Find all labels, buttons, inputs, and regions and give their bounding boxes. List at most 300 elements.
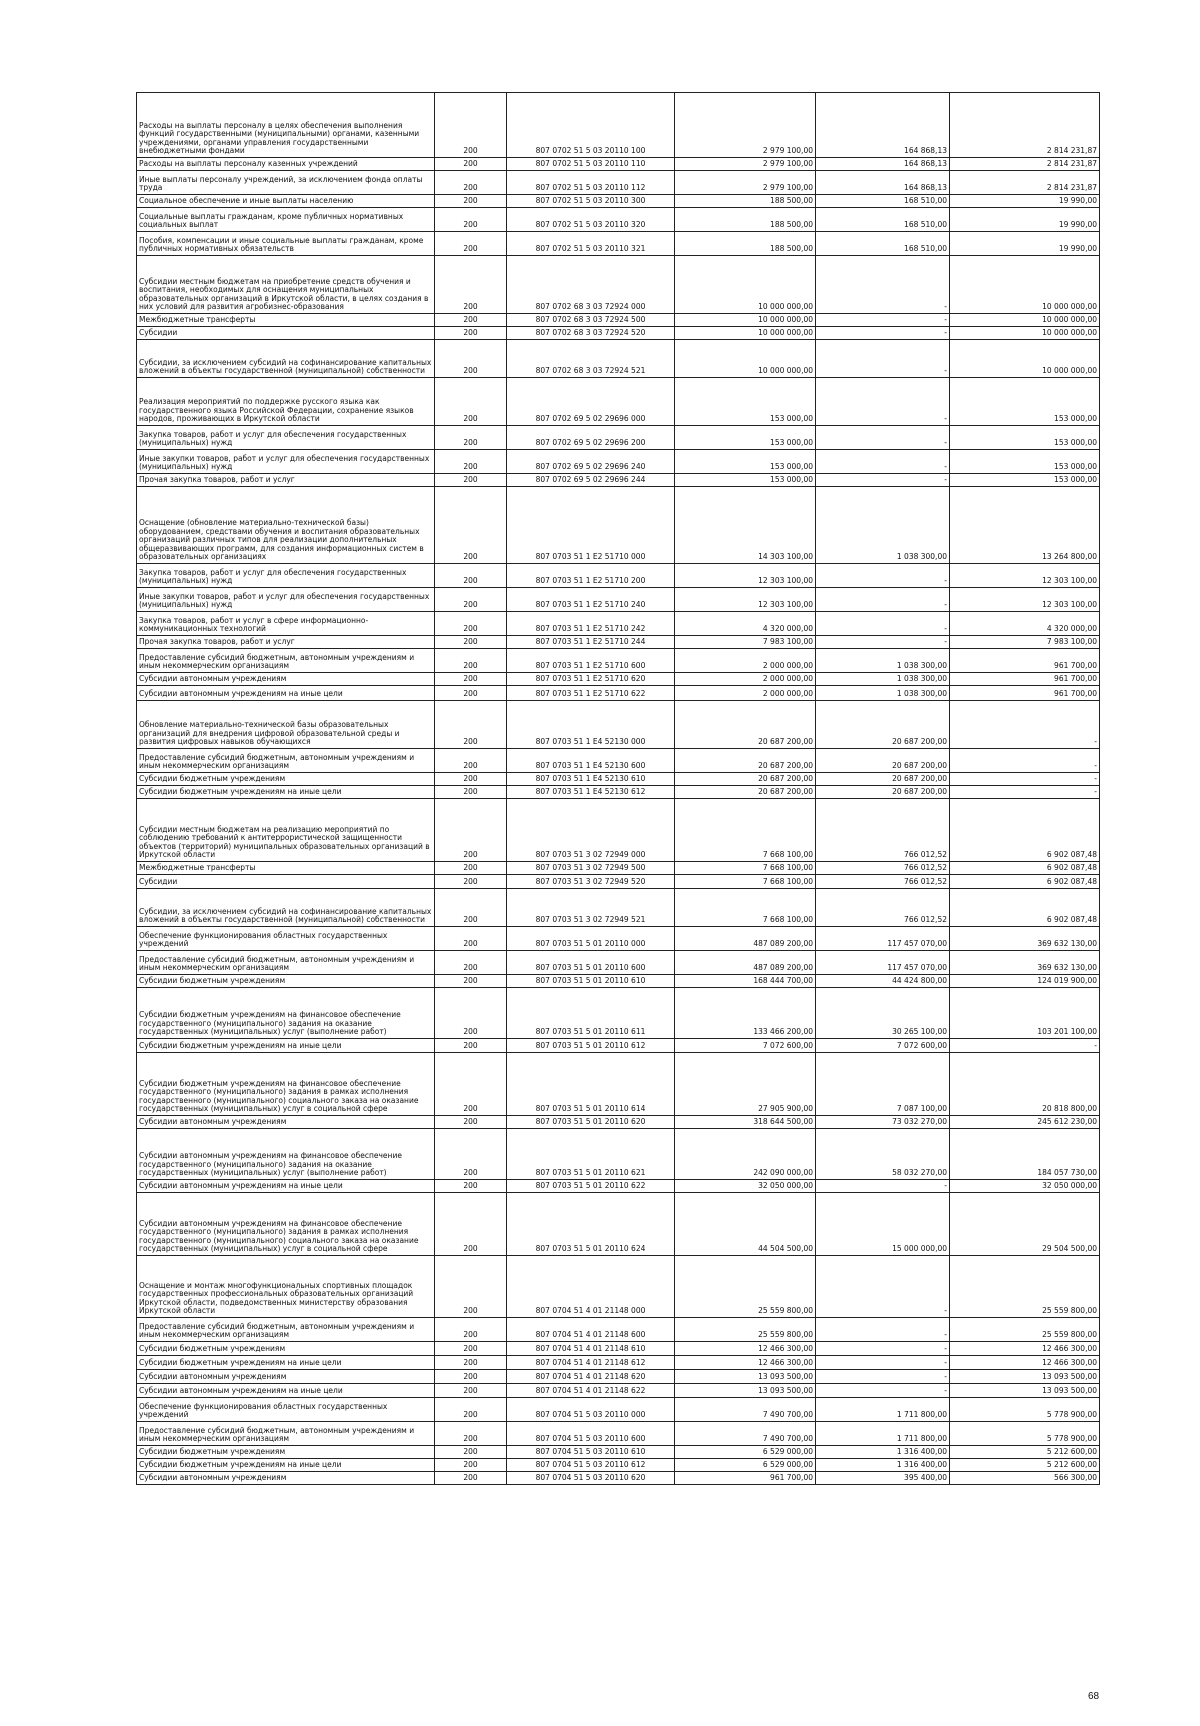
row-executed-cell: 168 510,00	[816, 208, 950, 232]
row-code-cell: 200	[435, 927, 507, 951]
row-remaining-cell: -	[950, 786, 1100, 799]
row-code-cell: 200	[435, 450, 507, 474]
row-remaining-cell: 19 990,00	[950, 195, 1100, 208]
row-name-cell: Субсидии бюджетным учреждениям	[137, 1342, 435, 1356]
row-kbk-cell: 807 0702 51 5 03 20110 300	[507, 195, 675, 208]
row-remaining-cell: 25 559 800,00	[950, 1256, 1100, 1318]
row-approved-cell: 2 000 000,00	[675, 686, 816, 701]
row-executed-cell: 395 400,00	[816, 1472, 950, 1485]
row-code-cell: 200	[435, 1039, 507, 1053]
row-executed-cell: -	[816, 1356, 950, 1370]
row-remaining-cell: 10 000 000,00	[950, 314, 1100, 327]
row-remaining-cell: 961 700,00	[950, 649, 1100, 673]
row-name-cell: Межбюджетные трансферты	[137, 862, 435, 875]
row-remaining-cell: 12 466 300,00	[950, 1342, 1100, 1356]
row-kbk-cell: 807 0703 51 1 E2 51710 242	[507, 612, 675, 636]
row-executed-cell: 15 000 000,00	[816, 1193, 950, 1256]
table-row	[137, 975, 1100, 988]
table-row	[137, 1342, 1100, 1356]
row-approved-cell: 2 979 100,00	[675, 171, 816, 195]
row-remaining-cell: 6 902 087,48	[950, 889, 1100, 927]
row-remaining-cell: 2 814 231,87	[950, 171, 1100, 195]
row-remaining-cell: 25 559 800,00	[950, 1318, 1100, 1342]
row-kbk-cell: 807 0704 51 4 01 21148 612	[507, 1356, 675, 1370]
row-remaining-cell: 124 019 900,00	[950, 975, 1100, 988]
row-approved-cell: 133 466 200,00	[675, 988, 816, 1039]
row-code-cell: 200	[435, 773, 507, 786]
row-name-cell: Субсидии, за исключением субсидий на софинансирование капитальных вложений в объекты государственной (муниципальной) собственности	[137, 889, 435, 927]
row-executed-cell: 117 457 070,00	[816, 951, 950, 975]
row-code-cell: 200	[435, 1370, 507, 1384]
row-kbk-cell: 807 0704 51 4 01 21148 610	[507, 1342, 675, 1356]
row-remaining-cell: 184 057 730,00	[950, 1129, 1100, 1180]
row-name-cell: Субсидии бюджетным учреждениям	[137, 1446, 435, 1459]
row-remaining-cell: 961 700,00	[950, 686, 1100, 701]
row-code-cell: 200	[435, 474, 507, 487]
table-row	[137, 1356, 1100, 1370]
row-approved-cell: 7 072 600,00	[675, 1039, 816, 1053]
row-name-cell: Субсидии бюджетным учреждениям на иные цели	[137, 1459, 435, 1472]
row-approved-cell: 2 000 000,00	[675, 673, 816, 686]
row-name-cell: Субсидии, за исключением субсидий на софинансирование капитальных вложений в объекты государственной (муниципальной) собственности	[137, 340, 435, 378]
row-executed-cell: 20 687 200,00	[816, 773, 950, 786]
row-executed-cell: 1 038 300,00	[816, 673, 950, 686]
row-name-cell: Оснащение (обновление материально-технической базы) оборудованием, средствами обучения и воспитания образовательных организаций различных типов для реализации дополнительных общеразвивающих программ, для создания информационных систем в образовательных организациях	[137, 487, 435, 564]
row-kbk-cell: 807 0703 51 1 E2 51710 622	[507, 686, 675, 701]
table-row	[137, 1370, 1100, 1384]
row-name-cell: Субсидии автономным учреждениям на финансовое обеспечение государственного (муниципального) задания на оказание государственных (муниципальных) услуг (выполнение работ)	[137, 1129, 435, 1180]
row-kbk-cell: 807 0702 51 5 03 20110 110	[507, 158, 675, 171]
row-approved-cell: 2 000 000,00	[675, 649, 816, 673]
table-row	[137, 701, 1100, 749]
row-code-cell: 200	[435, 171, 507, 195]
row-remaining-cell: 369 632 130,00	[950, 951, 1100, 975]
row-kbk-cell: 807 0702 51 5 03 20110 100	[507, 93, 675, 158]
row-executed-cell: 7 072 600,00	[816, 1039, 950, 1053]
row-remaining-cell: 6 902 087,48	[950, 875, 1100, 889]
row-approved-cell: 153 000,00	[675, 378, 816, 426]
table-row	[137, 773, 1100, 786]
row-name-cell: Предоставление субсидий бюджетным, автономным учреждениям и иным некоммерческим организациям	[137, 1318, 435, 1342]
row-code-cell: 200	[435, 862, 507, 875]
table-row	[137, 378, 1100, 426]
row-kbk-cell: 807 0703 51 5 01 20110 620	[507, 1116, 675, 1129]
row-kbk-cell: 807 0702 69 5 02 29696 000	[507, 378, 675, 426]
row-remaining-cell: 12 303 100,00	[950, 588, 1100, 612]
row-executed-cell: -	[816, 378, 950, 426]
row-code-cell: 200	[435, 889, 507, 927]
row-approved-cell: 13 093 500,00	[675, 1370, 816, 1384]
row-code-cell: 200	[435, 612, 507, 636]
row-code-cell: 200	[435, 314, 507, 327]
row-kbk-cell: 807 0704 51 5 03 20110 612	[507, 1459, 675, 1472]
row-executed-cell: 58 032 270,00	[816, 1129, 950, 1180]
row-remaining-cell: 245 612 230,00	[950, 1116, 1100, 1129]
row-approved-cell: 7 668 100,00	[675, 862, 816, 875]
row-code-cell: 200	[435, 340, 507, 378]
row-executed-cell: 1 038 300,00	[816, 487, 950, 564]
row-approved-cell: 20 687 200,00	[675, 786, 816, 799]
row-executed-cell: 1 711 800,00	[816, 1398, 950, 1422]
row-remaining-cell: 566 300,00	[950, 1472, 1100, 1485]
row-kbk-cell: 807 0702 51 5 03 20110 321	[507, 232, 675, 256]
table-row	[137, 1446, 1100, 1459]
row-name-cell: Оснащение и монтаж многофункциональных спортивных площадок государственных профессиональных образовательных организаций Иркутской области, подведомственных министерству образования Иркутской области	[137, 1256, 435, 1318]
row-remaining-cell: 12 466 300,00	[950, 1356, 1100, 1370]
row-kbk-cell: 807 0704 51 4 01 21148 000	[507, 1256, 675, 1318]
row-code-cell: 200	[435, 875, 507, 889]
row-remaining-cell: 19 990,00	[950, 208, 1100, 232]
row-executed-cell: 766 012,52	[816, 875, 950, 889]
row-remaining-cell: 2 814 231,87	[950, 158, 1100, 171]
row-code-cell: 200	[435, 1342, 507, 1356]
row-executed-cell: 766 012,52	[816, 889, 950, 927]
row-executed-cell: 164 868,13	[816, 93, 950, 158]
table-row	[137, 636, 1100, 649]
row-code-cell: 200	[435, 588, 507, 612]
row-kbk-cell: 807 0703 51 1 E4 52130 610	[507, 773, 675, 786]
row-name-cell: Предоставление субсидий бюджетным, автономным учреждениям и иным некоммерческим организациям	[137, 749, 435, 773]
table-row	[137, 474, 1100, 487]
row-code-cell: 200	[435, 208, 507, 232]
row-remaining-cell: 12 303 100,00	[950, 564, 1100, 588]
table-row	[137, 927, 1100, 951]
row-name-cell: Расходы на выплаты персоналу в целях обеспечения выполнения функций государственными (муниципальными) органами, казенными учреждениями, органами управления государственными внебюджетными фондами	[137, 93, 435, 158]
row-name-cell: Расходы на выплаты персоналу казенных учреждений	[137, 158, 435, 171]
row-remaining-cell: 6 902 087,48	[950, 799, 1100, 862]
row-approved-cell: 168 444 700,00	[675, 975, 816, 988]
row-kbk-cell: 807 0704 51 4 01 21148 620	[507, 1370, 675, 1384]
row-kbk-cell: 807 0703 51 5 01 20110 610	[507, 975, 675, 988]
row-executed-cell: 20 687 200,00	[816, 786, 950, 799]
row-kbk-cell: 807 0703 51 1 E2 51710 000	[507, 487, 675, 564]
row-code-cell: 200	[435, 487, 507, 564]
row-code-cell: 200	[435, 232, 507, 256]
row-approved-cell: 7 490 700,00	[675, 1422, 816, 1446]
row-approved-cell: 20 687 200,00	[675, 773, 816, 786]
row-code-cell: 200	[435, 799, 507, 862]
row-code-cell: 200	[435, 975, 507, 988]
row-remaining-cell: -	[950, 749, 1100, 773]
row-name-cell: Реализация мероприятий по поддержке русского языка как государственного языка Российской Федерации, сохранение языков народов, проживающих в Иркутской области	[137, 378, 435, 426]
row-kbk-cell: 807 0703 51 1 E2 51710 620	[507, 673, 675, 686]
row-kbk-cell: 807 0703 51 5 01 20110 612	[507, 1039, 675, 1053]
table-row	[137, 327, 1100, 340]
row-code-cell: 200	[435, 1384, 507, 1398]
row-name-cell: Субсидии автономным учреждениям	[137, 1116, 435, 1129]
table-row	[137, 1398, 1100, 1422]
row-approved-cell: 10 000 000,00	[675, 314, 816, 327]
row-name-cell: Прочая закупка товаров, работ и услуг	[137, 474, 435, 487]
row-remaining-cell: 10 000 000,00	[950, 327, 1100, 340]
row-name-cell: Иные выплаты персоналу учреждений, за исключением фонда оплаты труда	[137, 171, 435, 195]
row-name-cell: Субсидии бюджетным учреждениям на финансовое обеспечение государственного (муниципального) задания на оказание государственных (муниципальных) услуг (выполнение работ)	[137, 988, 435, 1039]
row-name-cell: Субсидии местным бюджетам на реализацию мероприятий по соблюдению требований к антитеррористической защищенности объектов (территорий) муниципальных образовательных организаций в Иркутской области	[137, 799, 435, 862]
row-code-cell: 200	[435, 1318, 507, 1342]
row-kbk-cell: 807 0704 51 4 01 21148 622	[507, 1384, 675, 1398]
table-row	[137, 1053, 1100, 1116]
row-code-cell: 200	[435, 256, 507, 314]
row-name-cell: Пособия, компенсации и иные социальные выплаты гражданам, кроме публичных нормативных обязательств	[137, 232, 435, 256]
row-approved-cell: 153 000,00	[675, 426, 816, 450]
row-kbk-cell: 807 0703 51 1 E4 52130 612	[507, 786, 675, 799]
row-kbk-cell: 807 0704 51 4 01 21148 600	[507, 1318, 675, 1342]
row-kbk-cell: 807 0702 69 5 02 29696 200	[507, 426, 675, 450]
row-executed-cell: 168 510,00	[816, 195, 950, 208]
table-row	[137, 988, 1100, 1039]
row-executed-cell: -	[816, 327, 950, 340]
row-remaining-cell: -	[950, 701, 1100, 749]
row-executed-cell: -	[816, 588, 950, 612]
row-approved-cell: 14 303 100,00	[675, 487, 816, 564]
row-code-cell: 200	[435, 636, 507, 649]
row-kbk-cell: 807 0702 68 3 03 72924 500	[507, 314, 675, 327]
budget-execution-table	[136, 92, 1100, 1485]
table-body	[137, 93, 1100, 1485]
row-name-cell: Субсидии автономным учреждениям на иные цели	[137, 1384, 435, 1398]
row-executed-cell: 766 012,52	[816, 799, 950, 862]
row-executed-cell: 20 687 200,00	[816, 701, 950, 749]
table-row	[137, 171, 1100, 195]
row-remaining-cell: 13 264 800,00	[950, 487, 1100, 564]
row-kbk-cell: 807 0703 51 1 E2 51710 244	[507, 636, 675, 649]
row-remaining-cell: 10 000 000,00	[950, 340, 1100, 378]
table-row	[137, 450, 1100, 474]
row-kbk-cell: 807 0702 68 3 03 72924 000	[507, 256, 675, 314]
row-remaining-cell: 5 212 600,00	[950, 1459, 1100, 1472]
row-executed-cell: 73 032 270,00	[816, 1116, 950, 1129]
table-row	[137, 1256, 1100, 1318]
row-approved-cell: 188 500,00	[675, 195, 816, 208]
row-executed-cell: -	[816, 1180, 950, 1193]
table-row	[137, 487, 1100, 564]
row-name-cell: Субсидии автономным учреждениям на иные цели	[137, 1180, 435, 1193]
row-code-cell: 200	[435, 1180, 507, 1193]
row-approved-cell: 20 687 200,00	[675, 701, 816, 749]
row-approved-cell: 7 668 100,00	[675, 875, 816, 889]
row-approved-cell: 4 320 000,00	[675, 612, 816, 636]
row-remaining-cell: 5 778 900,00	[950, 1422, 1100, 1446]
row-remaining-cell: 4 320 000,00	[950, 612, 1100, 636]
row-kbk-cell: 807 0703 51 1 E2 51710 200	[507, 564, 675, 588]
row-name-cell: Социальное обеспечение и иные выплаты населению	[137, 195, 435, 208]
row-name-cell: Субсидии автономным учреждениям	[137, 673, 435, 686]
row-kbk-cell: 807 0704 51 5 03 20110 610	[507, 1446, 675, 1459]
row-name-cell: Предоставление субсидий бюджетным, автономным учреждениям и иным некоммерческим организациям	[137, 649, 435, 673]
table-row	[137, 862, 1100, 875]
row-approved-cell: 6 529 000,00	[675, 1459, 816, 1472]
row-name-cell: Закупка товаров, работ и услуг для обеспечения государственных (муниципальных) нужд	[137, 564, 435, 588]
row-name-cell: Предоставление субсидий бюджетным, автономным учреждениям и иным некоммерческим организациям	[137, 951, 435, 975]
row-remaining-cell: 20 818 800,00	[950, 1053, 1100, 1116]
row-code-cell: 200	[435, 158, 507, 171]
table-row	[137, 951, 1100, 975]
table-row	[137, 340, 1100, 378]
row-code-cell: 200	[435, 1129, 507, 1180]
row-executed-cell: 1 711 800,00	[816, 1422, 950, 1446]
row-code-cell: 200	[435, 378, 507, 426]
row-approved-cell: 153 000,00	[675, 450, 816, 474]
row-kbk-cell: 807 0704 51 5 03 20110 620	[507, 1472, 675, 1485]
row-name-cell: Обеспечение функционирования областных государственных учреждений	[137, 927, 435, 951]
row-code-cell: 200	[435, 1356, 507, 1370]
row-executed-cell: -	[816, 314, 950, 327]
row-name-cell: Субсидии местным бюджетам на приобретение средств обучения и воспитания, необходимых для оснащения муниципальных образовательных организаций в Иркутской области, в целях создания в них условий для развития агробизнес-образования	[137, 256, 435, 314]
row-remaining-cell: 103 201 100,00	[950, 988, 1100, 1039]
row-kbk-cell: 807 0704 51 5 03 20110 000	[507, 1398, 675, 1422]
row-executed-cell: -	[816, 1384, 950, 1398]
table-row	[137, 314, 1100, 327]
table-row	[137, 1039, 1100, 1053]
row-kbk-cell: 807 0702 68 3 03 72924 520	[507, 327, 675, 340]
row-approved-cell: 27 905 900,00	[675, 1053, 816, 1116]
row-name-cell: Иные закупки товаров, работ и услуг для обеспечения государственных (муниципальных) нужд	[137, 450, 435, 474]
row-executed-cell: 1 316 400,00	[816, 1446, 950, 1459]
row-code-cell: 200	[435, 1116, 507, 1129]
row-kbk-cell: 807 0703 51 5 01 20110 621	[507, 1129, 675, 1180]
row-executed-cell: -	[816, 1318, 950, 1342]
table-row	[137, 195, 1100, 208]
row-approved-cell: 188 500,00	[675, 232, 816, 256]
row-approved-cell: 2 979 100,00	[675, 93, 816, 158]
row-executed-cell: -	[816, 1256, 950, 1318]
row-code-cell: 200	[435, 1193, 507, 1256]
row-name-cell: Субсидии бюджетным учреждениям на иные цели	[137, 786, 435, 799]
row-approved-cell: 487 089 200,00	[675, 927, 816, 951]
row-name-cell: Субсидии автономным учреждениям на финансовое обеспечение государственного (муниципального) задания в рамках исполнения государственного (муниципального) социального заказа на оказание государственных (муниципальных) услуг в социальной сфере	[137, 1193, 435, 1256]
row-name-cell: Субсидии	[137, 327, 435, 340]
row-code-cell: 200	[435, 649, 507, 673]
row-executed-cell: 1 038 300,00	[816, 686, 950, 701]
row-executed-cell: 164 868,13	[816, 171, 950, 195]
row-executed-cell: 1 316 400,00	[816, 1459, 950, 1472]
table-row	[137, 426, 1100, 450]
table-row	[137, 749, 1100, 773]
row-name-cell: Предоставление субсидий бюджетным, автономным учреждениям и иным некоммерческим организациям	[137, 1422, 435, 1446]
table-row	[137, 1318, 1100, 1342]
row-code-cell: 200	[435, 327, 507, 340]
table-row	[137, 1193, 1100, 1256]
row-remaining-cell: -	[950, 773, 1100, 786]
row-kbk-cell: 807 0704 51 5 03 20110 600	[507, 1422, 675, 1446]
row-code-cell: 200	[435, 426, 507, 450]
row-name-cell: Закупка товаров, работ и услуг для обеспечения государственных (муниципальных) нужд	[137, 426, 435, 450]
row-code-cell: 200	[435, 951, 507, 975]
row-name-cell: Иные закупки товаров, работ и услуг для обеспечения государственных (муниципальных) нужд	[137, 588, 435, 612]
row-kbk-cell: 807 0702 51 5 03 20110 320	[507, 208, 675, 232]
row-name-cell: Субсидии	[137, 875, 435, 889]
table-row	[137, 1116, 1100, 1129]
row-executed-cell: 766 012,52	[816, 862, 950, 875]
row-approved-cell: 20 687 200,00	[675, 749, 816, 773]
row-code-cell: 200	[435, 1422, 507, 1446]
table-row	[137, 1422, 1100, 1446]
row-approved-cell: 7 668 100,00	[675, 889, 816, 927]
row-remaining-cell: 13 093 500,00	[950, 1370, 1100, 1384]
row-approved-cell: 7 668 100,00	[675, 799, 816, 862]
row-remaining-cell: 13 093 500,00	[950, 1384, 1100, 1398]
row-code-cell: 200	[435, 1398, 507, 1422]
table-row	[137, 1384, 1100, 1398]
row-code-cell: 200	[435, 1472, 507, 1485]
row-approved-cell: 242 090 000,00	[675, 1129, 816, 1180]
row-code-cell: 200	[435, 1446, 507, 1459]
row-executed-cell: 44 424 800,00	[816, 975, 950, 988]
row-approved-cell: 13 093 500,00	[675, 1384, 816, 1398]
row-kbk-cell: 807 0703 51 1 E4 52130 600	[507, 749, 675, 773]
row-approved-cell: 25 559 800,00	[675, 1318, 816, 1342]
table-row	[137, 889, 1100, 927]
row-remaining-cell: -	[950, 1039, 1100, 1053]
row-approved-cell: 10 000 000,00	[675, 327, 816, 340]
row-approved-cell: 6 529 000,00	[675, 1446, 816, 1459]
row-executed-cell: 7 087 100,00	[816, 1053, 950, 1116]
row-approved-cell: 12 466 300,00	[675, 1342, 816, 1356]
row-code-cell: 200	[435, 701, 507, 749]
row-remaining-cell: 19 990,00	[950, 232, 1100, 256]
row-code-cell: 200	[435, 686, 507, 701]
row-approved-cell: 32 050 000,00	[675, 1180, 816, 1193]
row-kbk-cell: 807 0702 68 3 03 72924 521	[507, 340, 675, 378]
row-remaining-cell: 5 212 600,00	[950, 1446, 1100, 1459]
row-executed-cell: -	[816, 636, 950, 649]
row-name-cell: Прочая закупка товаров, работ и услуг	[137, 636, 435, 649]
row-remaining-cell: 29 504 500,00	[950, 1193, 1100, 1256]
row-kbk-cell: 807 0703 51 3 02 72949 500	[507, 862, 675, 875]
row-kbk-cell: 807 0703 51 5 01 20110 624	[507, 1193, 675, 1256]
row-kbk-cell: 807 0703 51 1 E2 51710 240	[507, 588, 675, 612]
row-code-cell: 200	[435, 786, 507, 799]
row-approved-cell: 188 500,00	[675, 208, 816, 232]
row-kbk-cell: 807 0703 51 5 01 20110 000	[507, 927, 675, 951]
row-approved-cell: 12 303 100,00	[675, 564, 816, 588]
table-row	[137, 686, 1100, 701]
row-kbk-cell: 807 0703 51 5 01 20110 614	[507, 1053, 675, 1116]
row-kbk-cell: 807 0703 51 1 E2 51710 600	[507, 649, 675, 673]
row-remaining-cell: 153 000,00	[950, 426, 1100, 450]
row-kbk-cell: 807 0703 51 5 01 20110 600	[507, 951, 675, 975]
table-row	[137, 588, 1100, 612]
row-code-cell: 200	[435, 93, 507, 158]
table-row	[137, 1472, 1100, 1485]
row-name-cell: Социальные выплаты гражданам, кроме публичных нормативных социальных выплат	[137, 208, 435, 232]
table-row	[137, 799, 1100, 862]
table-row	[137, 673, 1100, 686]
row-remaining-cell: 153 000,00	[950, 378, 1100, 426]
row-executed-cell: 1 038 300,00	[816, 649, 950, 673]
row-kbk-cell: 807 0702 69 5 02 29696 240	[507, 450, 675, 474]
table-row	[137, 786, 1100, 799]
table-row	[137, 875, 1100, 889]
row-approved-cell: 961 700,00	[675, 1472, 816, 1485]
row-code-cell: 200	[435, 988, 507, 1039]
row-approved-cell: 487 089 200,00	[675, 951, 816, 975]
row-approved-cell: 153 000,00	[675, 474, 816, 487]
row-approved-cell: 10 000 000,00	[675, 256, 816, 314]
table-row	[137, 612, 1100, 636]
row-executed-cell: 30 265 100,00	[816, 988, 950, 1039]
row-name-cell: Обновление материально-технической базы образовательных организаций для внедрения цифровой образовательной среды и развития цифровых навыков обучающихся	[137, 701, 435, 749]
row-executed-cell: -	[816, 426, 950, 450]
row-name-cell: Субсидии автономным учреждениям на иные цели	[137, 686, 435, 701]
row-kbk-cell: 807 0703 51 5 01 20110 611	[507, 988, 675, 1039]
row-name-cell: Обеспечение функционирования областных государственных учреждений	[137, 1398, 435, 1422]
row-approved-cell: 12 303 100,00	[675, 588, 816, 612]
row-kbk-cell: 807 0703 51 3 02 72949 000	[507, 799, 675, 862]
row-code-cell: 200	[435, 1256, 507, 1318]
row-executed-cell: 20 687 200,00	[816, 749, 950, 773]
row-name-cell: Субсидии бюджетным учреждениям	[137, 975, 435, 988]
